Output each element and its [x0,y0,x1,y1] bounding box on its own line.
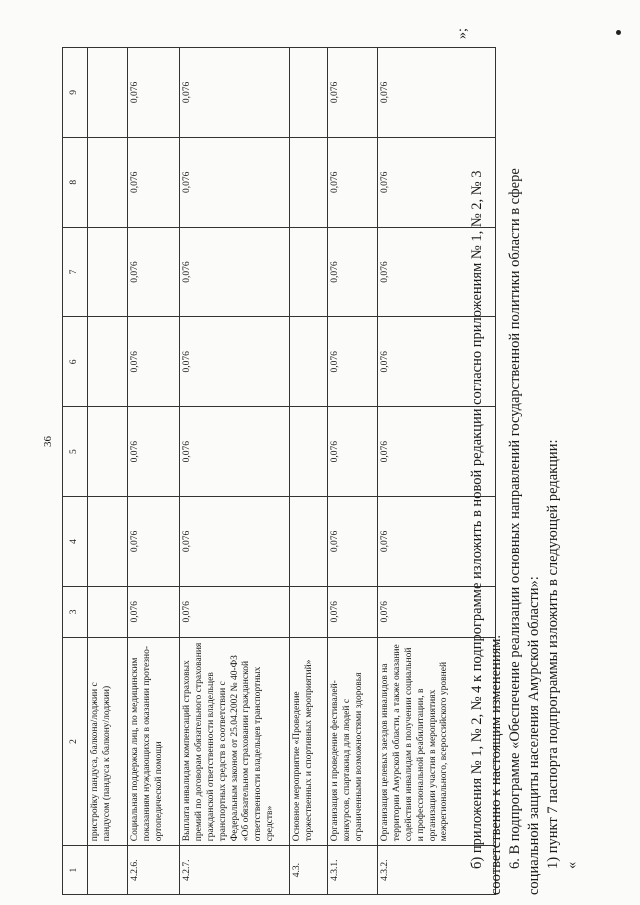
row-value: 0,076 [378,137,496,227]
row-value [290,407,328,497]
paragraph-subprogram-continued: социальной защиты населения Амурской области»: [526,576,542,895]
paragraph-appendices: б) приложения № 1, № 2, № 4 к подпрограмме изложить в новой редакции согласно приложениям № 1, № 2, № 3 [469,170,485,869]
row-number: 4.2.7. [180,846,290,895]
row-value [290,317,328,407]
row-value: 0,076 [378,48,496,138]
paragraph-item-7: 1) пункт 7 паспорта подпрограммы изложить в следующей редакции: [545,439,561,869]
document-body [468,15,582,895]
row-value [290,48,328,138]
row-value: 0,076 [378,586,496,637]
row-value: 0,076 [180,497,290,587]
row-value: 0,076 [180,137,290,227]
col-header: 7 [63,227,88,317]
row-value: 0,076 [128,586,180,637]
row-value: 0,076 [328,227,378,317]
row-value [88,586,128,637]
row-number: 4.3.2. [378,846,496,895]
row-value [88,317,128,407]
row-name: Основное мероприятие «Проведение торжественных и спортивных мероприятий» [290,637,328,845]
row-value [290,137,328,227]
row-number: 4.3. [290,846,328,895]
row-value: 0,076 [128,48,180,138]
col-header: 6 [63,317,88,407]
table-header-row [63,48,88,895]
row-value: 0,076 [328,48,378,138]
row-value: 0,076 [128,137,180,227]
col-header: 4 [63,497,88,587]
row-value [290,227,328,317]
row-number: 4.3.1. [328,846,378,895]
row-value: 0,076 [328,407,378,497]
row-value: 0,076 [128,407,180,497]
table-closing-mark: »; [455,28,470,39]
row-value [290,586,328,637]
paragraph-appendices-continued: соответственно к настоящим изменениям. [488,634,504,895]
row-value: 0,076 [128,497,180,587]
row-value [290,497,328,587]
row-number: 4.2.6. [128,846,180,895]
table-row [180,48,290,895]
row-value: 0,076 [378,497,496,587]
table-row [290,48,328,895]
row-value: 0,076 [378,227,496,317]
row-value: 0,076 [128,227,180,317]
row-value: 0,076 [180,407,290,497]
row-value: 0,076 [180,48,290,138]
row-value: 0,076 [328,586,378,637]
table-row [328,48,378,895]
col-header: 2 [63,637,88,845]
row-value [88,48,128,138]
table-row [88,48,128,895]
row-value: 0,076 [180,586,290,637]
col-header: 8 [63,137,88,227]
row-name: Выплата инвалидам компенсаций страховых премий по договорам обязательного страхования гражданской ответственности владельцев транспортных средств в соответствии с Федеральным законом от 25.04.2002 № 40-ФЗ «Об обязательном страховании гражданской ответственности владельцев транспортных средств» [180,637,290,845]
col-header: 9 [63,48,88,138]
row-value: 0,076 [328,497,378,587]
row-value: 0,076 [328,137,378,227]
row-name: Социальная поддержка лиц, по медицинским показаниям нуждающихся в оказании протезно-ортопедической помощи [128,637,180,845]
row-value: 0,076 [378,407,496,497]
row-value [88,227,128,317]
row-value [88,407,128,497]
table-row [128,48,180,895]
row-value: 0,076 [328,317,378,407]
row-name: Организация и проведение фестивалей-конкурсов, спартакиад для людей с ограниченными возможностями здоровья [328,637,378,845]
page-number: 36 [42,436,54,447]
row-value: 0,076 [180,227,290,317]
row-name: пристройку пандуса, балкона/лоджии с пандусом (пандуса к балкону/лоджии) [88,637,128,845]
row-number [88,846,128,895]
measures-table [62,47,496,895]
row-value: 0,076 [378,317,496,407]
row-value [88,137,128,227]
row-value: 0,076 [128,317,180,407]
row-name: Организация целевых заездов инвалидов на территории Амурской области, а также оказание содействия инвалидам в получении социальной и профессиональной реабилитации, в организации участия в мероприятиях межрегионального, всероссийского уровней [378,637,496,845]
col-header: 1 [63,846,88,895]
opening-quote: « [564,861,580,869]
col-header: 3 [63,586,88,637]
col-header: 5 [63,407,88,497]
paragraph-subprogram: 6. В подпрограмме «Обеспечение реализации основных направлений государственной политики области в сфере [507,168,523,869]
row-value: 0,076 [180,317,290,407]
row-value [88,497,128,587]
